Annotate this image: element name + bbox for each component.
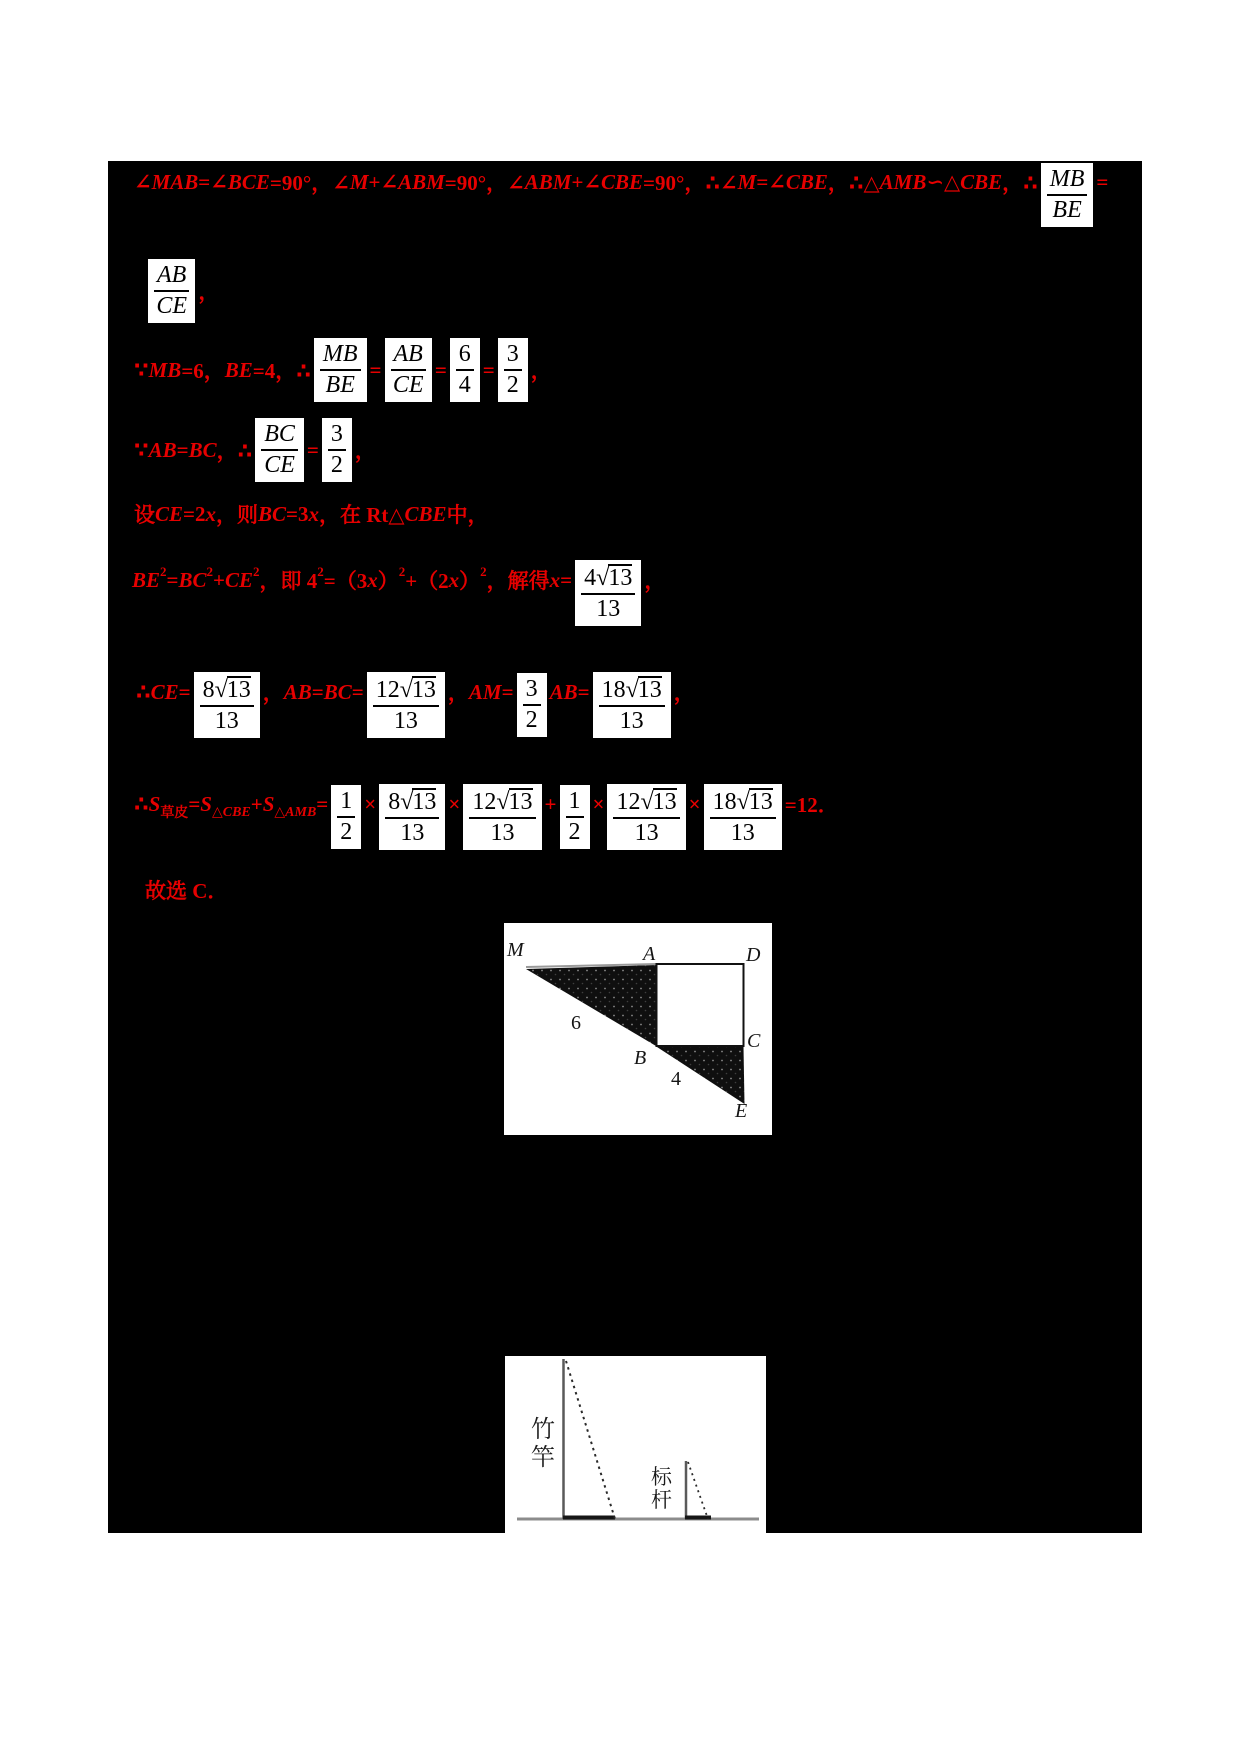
text-run: S (262, 791, 275, 816)
square-ADCB (657, 964, 744, 1046)
text-run: ，即 4 (259, 569, 318, 593)
solution-line-9 (145, 875, 228, 905)
vertex-label-B: B (634, 1047, 647, 1069)
text-run: 2 (317, 564, 324, 579)
text-run: = (176, 437, 189, 462)
text-run: ， (262, 681, 284, 705)
text-run: 2 (206, 564, 213, 579)
text-run: ∠ (134, 170, 152, 194)
fraction-box: 4 √ 13 13 (575, 560, 641, 626)
text-run: △CBE (211, 804, 251, 820)
text-run: =3 (286, 501, 309, 526)
text-run: + (213, 567, 225, 592)
text-run: =12． (784, 793, 839, 817)
text-run: =∠ (756, 170, 786, 194)
text-run: x (549, 567, 561, 592)
text-run: CE (155, 501, 184, 526)
fraction-box: $\frac{6}{4}$ (450, 338, 480, 402)
text-run: CBE (601, 169, 644, 194)
vertex-label-E: E (735, 1100, 748, 1122)
marker-rod-label: 标杆 (651, 1465, 672, 1512)
text-run: = (577, 679, 590, 704)
text-run: = (178, 679, 191, 704)
text-run: AMB (879, 169, 927, 194)
solution-line-6 (132, 552, 665, 634)
text-run: BC (257, 501, 286, 526)
text-run: ∵ (134, 357, 149, 382)
fraction-box: $\frac{1}{2}$ (560, 785, 590, 849)
text-run: ） (377, 569, 399, 593)
text-run: 2 (160, 564, 167, 579)
text-run: = (560, 567, 573, 592)
text-run: ， (447, 681, 469, 705)
text-run: ，∴ (216, 439, 253, 463)
fraction-box: 12 √ 13 13 (463, 784, 541, 850)
text-run: ） (459, 569, 481, 593)
fraction-box: $\frac{1}{2}$ (331, 785, 361, 849)
text-run: BE (132, 567, 161, 592)
text-run: CE (150, 679, 179, 704)
text-run: +∠ (368, 170, 399, 194)
length-label-MB: 6 (571, 1012, 581, 1034)
text-run: × (364, 791, 377, 816)
fraction-box: $\frac{AB}{CE}$ (385, 338, 432, 402)
text-run: S (148, 791, 161, 816)
text-run: 2 (252, 564, 260, 579)
text-run: x (367, 567, 378, 592)
text-run: 2 (398, 564, 406, 579)
text-run: x (205, 501, 216, 526)
fraction-box: $\frac{MB}{BE}$ (1041, 163, 1094, 227)
text-run: +∠ (571, 170, 602, 194)
text-run: ，∴ (1002, 171, 1038, 195)
text-run: S (200, 791, 212, 816)
text-run: CE (224, 567, 253, 592)
fraction-box: 8 √ 13 13 (194, 672, 260, 738)
text-run: =∠ (198, 170, 228, 194)
fraction-box: 18 √ 13 13 (593, 672, 671, 738)
solution-line-8 (134, 778, 839, 856)
vertex-label-C: C (747, 1030, 761, 1052)
text-run: =90°，∠ (269, 171, 350, 195)
bamboo-pole-label: 竹竿 (531, 1417, 555, 1471)
text-run: = (166, 567, 179, 592)
solution-panel (108, 161, 1142, 1533)
text-run: ABM (524, 169, 572, 194)
bamboo-shadow-dotted-line (566, 1361, 615, 1519)
text-run: = (306, 437, 319, 462)
text-run: = (501, 679, 514, 704)
text-run: 中， (446, 503, 489, 527)
text-run: = (369, 357, 382, 382)
text-run: AM (468, 679, 502, 704)
text-run: ∴ (134, 791, 149, 816)
solution-line-7 (136, 667, 695, 743)
fraction-box: $\frac{AB}{CE}$ (148, 259, 195, 323)
text-run: =2 (183, 501, 206, 526)
text-run: ∽△ (926, 170, 961, 194)
fraction-box: $\frac{MB}{BE}$ (314, 338, 367, 402)
text-run: ， (354, 439, 376, 463)
text-run: =6， (181, 359, 225, 383)
solution-line-4 (134, 417, 376, 483)
text-run: ，解得 (486, 569, 550, 593)
solution-line-1 (134, 161, 1108, 229)
marker-shadow-dotted-line (688, 1462, 708, 1519)
fraction-box: 12 √ 13 13 (367, 672, 445, 738)
geometry-figure-svg (504, 923, 772, 1135)
text-run: ABM (398, 169, 445, 194)
text-run: = (482, 357, 495, 382)
text-run: =90°，∠ (444, 171, 525, 195)
text-run: BC (323, 679, 352, 704)
text-run: 2 (480, 564, 487, 579)
text-run: ， (673, 681, 695, 705)
vertex-label-M: M (507, 939, 524, 961)
fraction-box: $\frac{3}{2}$ (322, 418, 352, 482)
text-run: MAB (151, 169, 199, 194)
text-run: x (448, 567, 460, 592)
text-run: = (434, 357, 447, 382)
fraction-box: $\frac{3}{2}$ (498, 338, 528, 402)
text-run: + (250, 791, 263, 816)
text-run: =90°，∴∠ (643, 171, 738, 195)
text-run: x (308, 501, 319, 526)
text-run: M (737, 169, 757, 194)
text-run: +（2 (405, 569, 449, 593)
text-run: CBE (785, 169, 828, 194)
text-run: 故选 C． (145, 879, 229, 903)
fraction-box: 12 √ 13 13 (607, 784, 685, 850)
fraction-box: 18 √ 13 13 (704, 784, 782, 850)
text-run: 草皮 (160, 806, 189, 821)
text-run: = (316, 791, 329, 816)
text-run: = (1096, 169, 1109, 194)
fraction-box: 8 √ 13 13 (379, 784, 445, 850)
fraction-box: $\frac{3}{2}$ (517, 673, 547, 737)
text-run: = (351, 679, 364, 704)
solution-line-2 (145, 258, 219, 324)
text-run: △AMB (274, 804, 317, 820)
text-run: CBE (404, 501, 447, 526)
text-run: =（3 (323, 569, 368, 593)
text-run: AB (549, 679, 578, 704)
text-run: = (188, 791, 201, 816)
text-run: M (349, 169, 369, 194)
text-run: BCE (227, 169, 270, 194)
length-label-BE: 4 (671, 1068, 681, 1090)
shaded-triangle-MAB (526, 965, 656, 1046)
text-run: × (592, 791, 605, 816)
text-run: CBE (960, 169, 1003, 194)
text-run: + (544, 791, 557, 816)
text-run: ，在 Rt△ (318, 503, 405, 527)
text-run: × (448, 791, 461, 816)
shadow-figure (505, 1356, 766, 1533)
text-run: BE (224, 357, 253, 382)
text-run: ， (644, 569, 666, 593)
text-run: ， (198, 280, 220, 304)
text-run: ，则 (215, 503, 258, 527)
text-run: AB (148, 437, 177, 462)
vertex-label-D: D (746, 944, 761, 966)
solution-line-5 (134, 497, 489, 531)
text-run: ∵ (134, 437, 149, 462)
text-run: ， (530, 359, 552, 383)
vertex-label-A: A (643, 943, 656, 965)
fraction-box: $\frac{BC}{CE}$ (255, 418, 304, 482)
text-run: ∴ (136, 679, 151, 704)
text-run: MB (148, 357, 182, 382)
text-run: × (688, 791, 701, 816)
text-run: 设 (134, 503, 155, 527)
text-run: BC (178, 567, 207, 592)
text-run: AB (283, 679, 312, 704)
text-run: BC (188, 437, 217, 462)
text-run: =4，∴ (252, 359, 311, 383)
text-run: = (311, 679, 324, 704)
solution-line-3 (134, 337, 552, 403)
geometry-figure (504, 923, 772, 1135)
text-run: ，∴△ (827, 171, 880, 195)
